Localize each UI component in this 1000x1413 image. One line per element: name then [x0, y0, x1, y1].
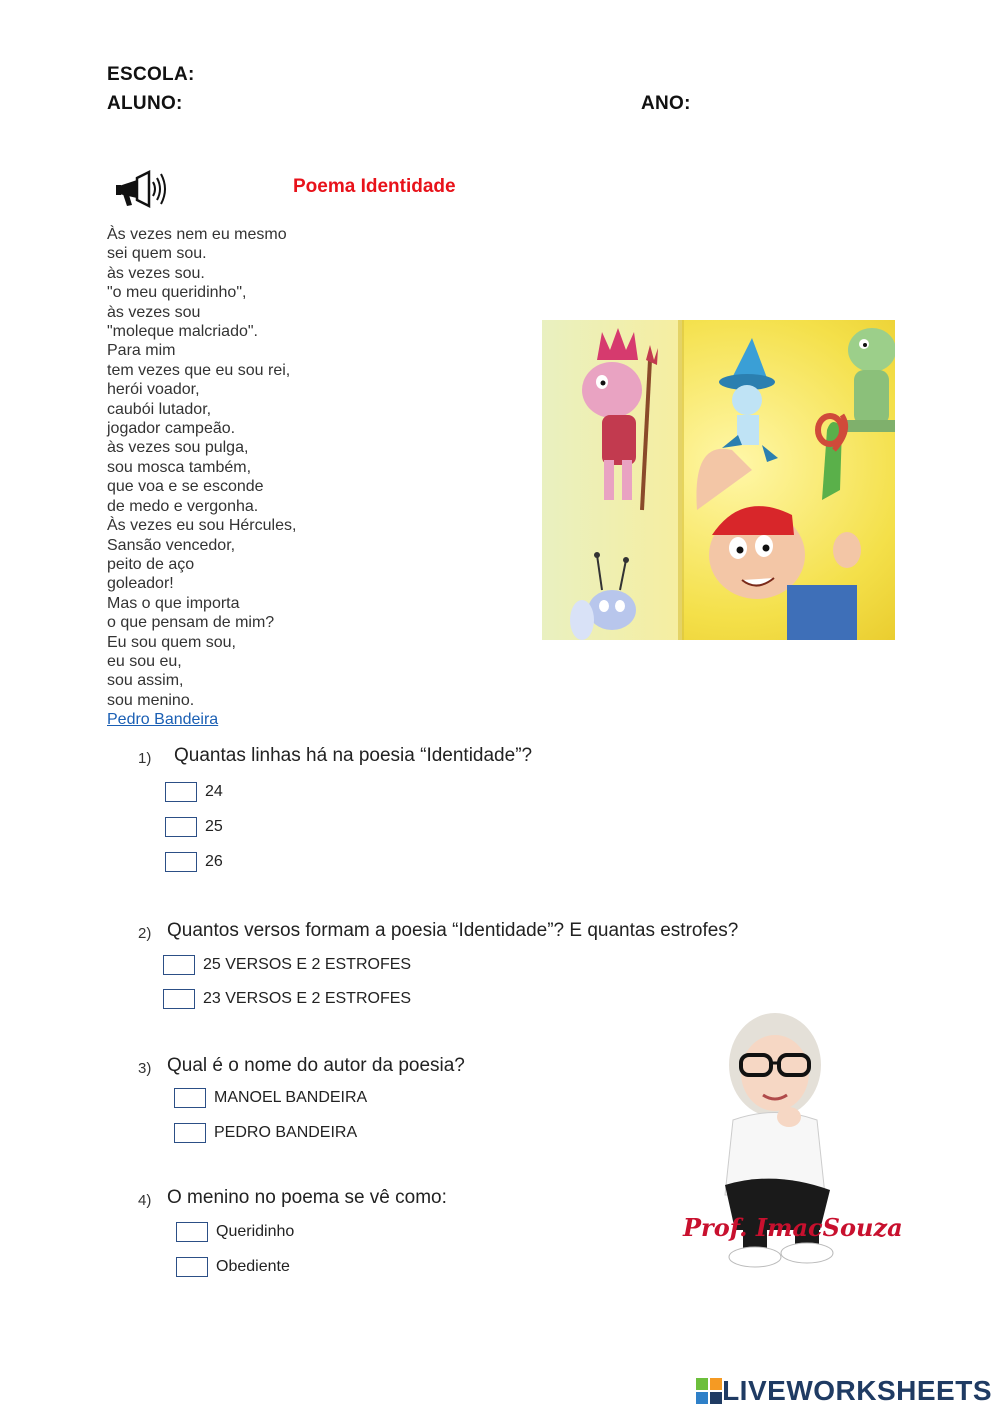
- poem-line: sou mosca também,: [107, 458, 252, 476]
- poem-line: Às vezes nem eu mesmo: [107, 226, 287, 243]
- poem-line: "moleque malcriado".: [107, 323, 258, 341]
- poem-line: de medo e vergonha.: [107, 497, 259, 515]
- answer-label: Obediente: [216, 1258, 290, 1275]
- answer-checkbox[interactable]: [165, 817, 197, 837]
- answer-checkbox[interactable]: [163, 989, 195, 1009]
- answer-label: 26: [205, 853, 223, 870]
- answer-option[interactable]: [174, 1123, 357, 1143]
- answer-label: 25: [205, 818, 223, 835]
- question-text: Qual é o nome do autor da poesia?: [167, 1055, 465, 1076]
- poem-illustration: [542, 320, 895, 640]
- poem-line: sou assim,: [107, 672, 184, 690]
- poem-title: Poema Identidade: [293, 176, 456, 197]
- answer-option[interactable]: [176, 1257, 290, 1277]
- poem-line: goleador!: [107, 575, 174, 593]
- answer-option[interactable]: [165, 817, 223, 837]
- school-label: ESCOLA:: [107, 64, 195, 85]
- answer-label: 24: [205, 783, 223, 800]
- answer-checkbox[interactable]: [165, 852, 197, 872]
- signature: Prof. ImacSouza: [683, 1213, 903, 1242]
- answer-option[interactable]: [163, 955, 411, 975]
- question-text: Quantos versos formam a poesia “Identidade”? E quantas estrofes?: [167, 920, 739, 941]
- poem-line: às vezes sou pulga,: [107, 439, 249, 457]
- poem-line: sei quem sou.: [107, 245, 207, 263]
- answer-label: 25 VERSOS E 2 ESTROFES: [203, 956, 412, 973]
- poem-line: jogador campeão.: [107, 420, 236, 438]
- poem-line: que voa e se esconde: [107, 478, 264, 496]
- question-number: 4): [138, 1192, 152, 1209]
- answer-label: 23 VERSOS E 2 ESTROFES: [203, 990, 412, 1007]
- poem-line: peito de aço: [107, 555, 195, 573]
- poem-line: "o meu queridinho",: [107, 284, 247, 302]
- answer-checkbox[interactable]: [165, 782, 197, 802]
- brand-name: LIVEWORKSHEETS: [722, 1375, 992, 1406]
- answer-option[interactable]: [163, 989, 411, 1009]
- answer-checkbox[interactable]: [176, 1257, 208, 1277]
- question-number: 1): [138, 750, 152, 767]
- poem-line: Às vezes eu sou Hércules,: [107, 517, 297, 535]
- question-number: 2): [138, 925, 152, 942]
- answer-option[interactable]: [165, 782, 223, 802]
- poem-line: às vezes sou: [107, 303, 201, 321]
- answer-checkbox[interactable]: [174, 1088, 206, 1108]
- question-text: Quantas linhas há na poesia “Identidade”?: [174, 745, 533, 766]
- megaphone-icon[interactable]: [113, 168, 169, 214]
- teacher-avatar: [655, 1005, 903, 1270]
- answer-label: MANOEL BANDEIRA: [214, 1089, 368, 1106]
- poem-line: sou menino.: [107, 691, 195, 709]
- poem-line: Eu sou quem sou,: [107, 633, 236, 651]
- question-number: 3): [138, 1060, 152, 1077]
- poem-line: Mas o que importa: [107, 594, 240, 612]
- poem-line: Sansão vencedor,: [107, 536, 236, 554]
- answer-checkbox[interactable]: [176, 1222, 208, 1242]
- poem-line: o que pensam de mim?: [107, 614, 275, 632]
- answer-option[interactable]: [176, 1222, 294, 1242]
- poem-line: herói voador,: [107, 381, 200, 399]
- poem-line: às vezes sou.: [107, 264, 205, 282]
- answer-label: Queridinho: [216, 1223, 295, 1240]
- answer-checkbox[interactable]: [163, 955, 195, 975]
- author-link[interactable]: Pedro Bandeira: [107, 711, 219, 729]
- poem-line: tem vezes que eu sou rei,: [107, 361, 291, 379]
- brand-logo: [696, 1375, 992, 1407]
- answer-option[interactable]: [165, 852, 223, 872]
- student-label: ALUNO:: [107, 93, 183, 114]
- poem-line: caubói lutador,: [107, 400, 212, 418]
- brand-mark-icon: [696, 1378, 722, 1404]
- answer-option[interactable]: [174, 1088, 367, 1108]
- poem-line: Para mim: [107, 342, 176, 360]
- question-text: O menino no poema se vê como:: [167, 1187, 447, 1208]
- poem-text: [107, 225, 296, 730]
- answer-checkbox[interactable]: [174, 1123, 206, 1143]
- answer-label: PEDRO BANDEIRA: [214, 1124, 358, 1141]
- poem-line: eu sou eu,: [107, 652, 182, 670]
- year-label: ANO:: [641, 93, 691, 114]
